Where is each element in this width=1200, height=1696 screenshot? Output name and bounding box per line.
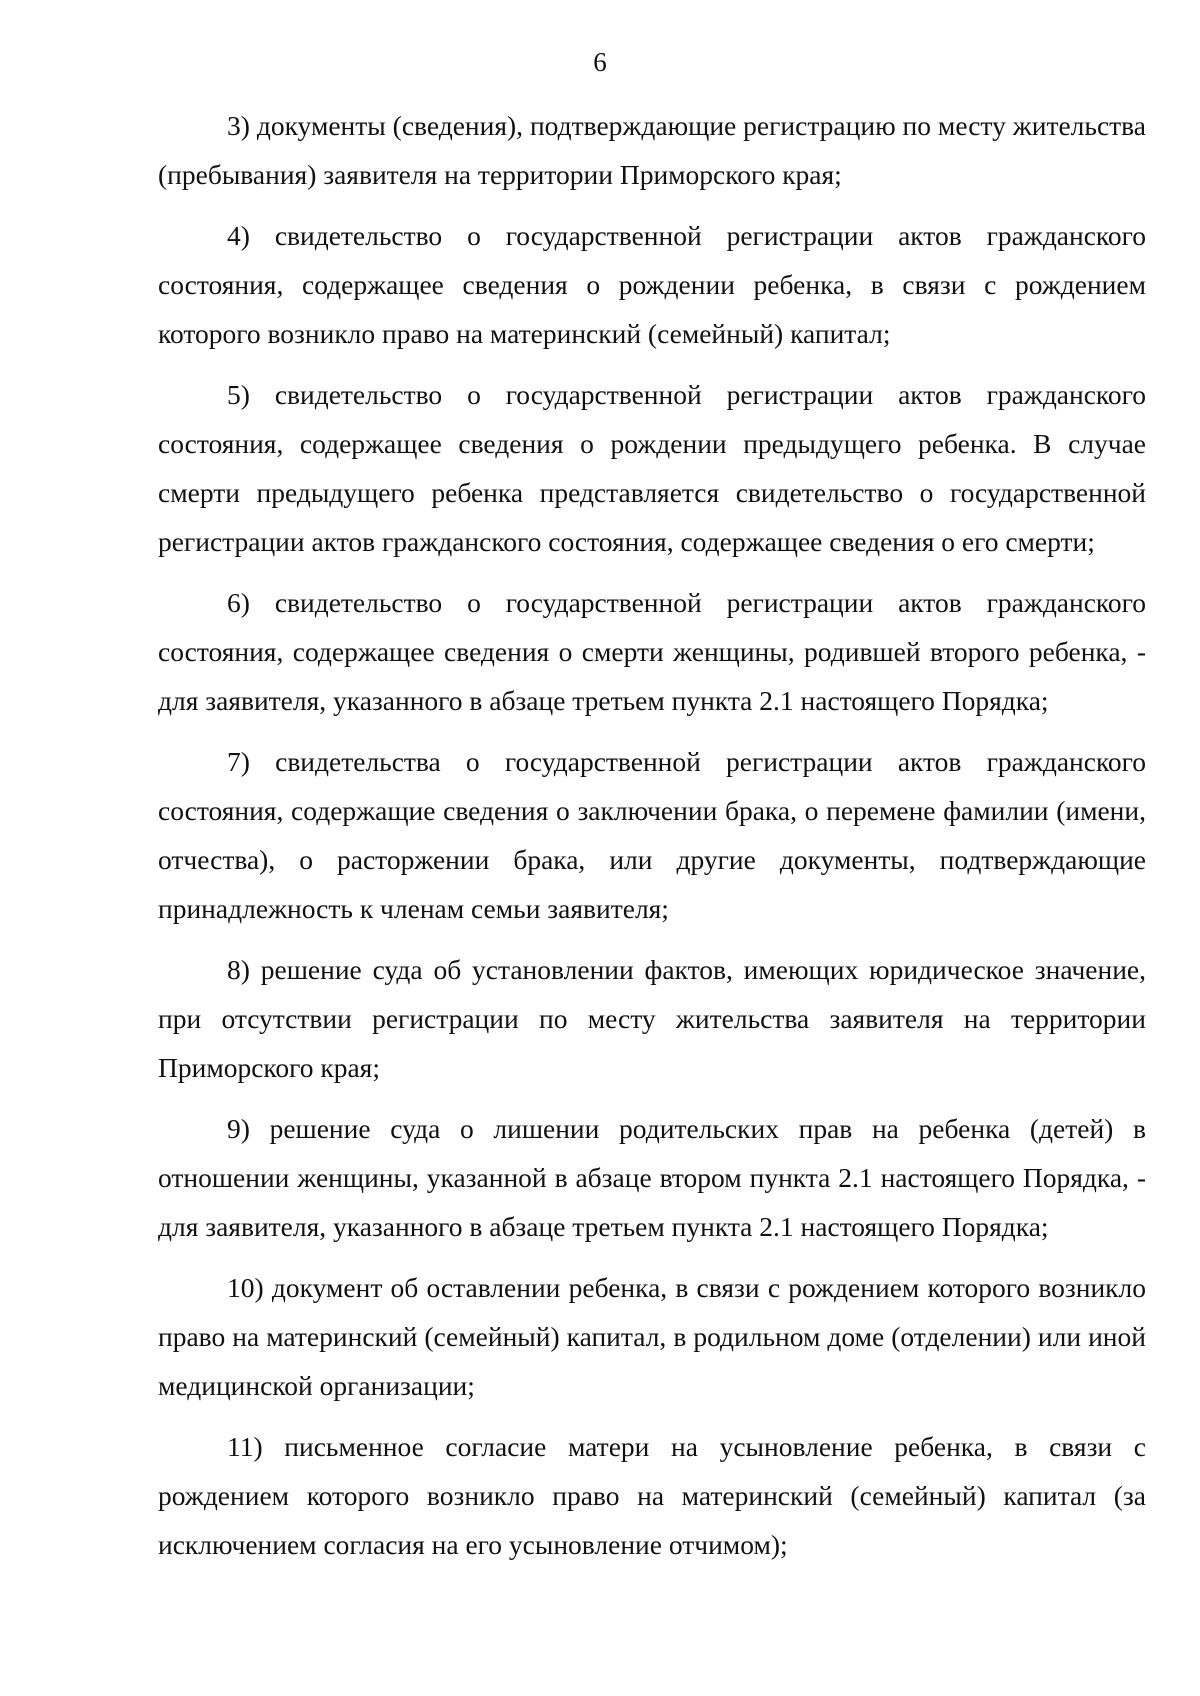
- item-number: 6): [227, 587, 250, 618]
- list-item: [158, 945, 1146, 1092]
- item-text: документ об оставлении ребенка, в связи с рождением которого возникло право на материнский (семейный) капитал, в родильном доме (отделении) или иной медицинской организации;: [158, 1272, 1147, 1401]
- item-number: 11): [227, 1431, 263, 1462]
- document-body: [158, 101, 1146, 1581]
- list-item: [158, 578, 1146, 725]
- item-text: письменное согласие матери на усыновление ребенка, в связи с рождением которого возникло право на материнский (семейный) капитал (за исключением согласия на его усыновление отчимом);: [158, 1431, 1146, 1560]
- item-number: 8): [227, 954, 250, 985]
- item-text: свидетельство о государственной регистрации актов гражданского состояния, содержащее сведения о смерти женщины, родившей второго ребенка, - для заявителя, указанного в абзаце третьем пункта 2.1 настоящего Порядка;: [158, 587, 1146, 716]
- item-number: 4): [227, 220, 250, 251]
- list-item: [158, 1104, 1146, 1251]
- list-item: [158, 737, 1146, 933]
- item-text: документы (сведения), подтверждающие регистрацию по месту жительства (пребывания) заявителя на территории Приморского края;: [158, 110, 1147, 190]
- list-item: [158, 1263, 1146, 1410]
- item-number: 5): [227, 379, 250, 410]
- item-text: свидетельство о государственной регистрации актов гражданского состояния, содержащее сведения о рождении предыдущего ребенка. В случае смерти предыдущего ребенка представляется свидетельство о государственной регистрации актов гражданского состояния, содержащее сведения о его смерти;: [158, 379, 1146, 557]
- list-item: [158, 370, 1146, 566]
- item-text: решение суда об установлении фактов, имеющих юридическое значение, при отсутствии регистрации по месту жительства заявителя на территории Приморского края;: [158, 954, 1147, 1083]
- item-text: решение суда о лишении родительских прав на ребенка (детей) в отношении женщины, указанной в абзаце втором пункта 2.1 настоящего Порядка, - для заявителя, указанного в абзаце третьем пункта 2.1 настоящего Порядка;: [158, 1113, 1146, 1242]
- item-number: 10): [227, 1272, 264, 1303]
- item-number: 3): [227, 110, 250, 141]
- item-text: свидетельства о государственной регистрации актов гражданского состояния, содержащие сведения о заключении брака, о перемене фамилии (имени, отчества), о расторжении брака, или другие документы, подтверждающие принадлежность к членам семьи заявителя;: [158, 746, 1147, 924]
- list-item: [158, 101, 1146, 199]
- list-item: [158, 1422, 1146, 1569]
- page-number: 6: [593, 47, 607, 77]
- list-item: [158, 211, 1146, 358]
- item-text: свидетельство о государственной регистрации актов гражданского состояния, содержащее сведения о рождении ребенка, в связи с рождением которого возникло право на материнский (семейный) капитал;: [158, 220, 1146, 349]
- item-number: 7): [227, 746, 250, 777]
- item-number: 9): [227, 1113, 250, 1144]
